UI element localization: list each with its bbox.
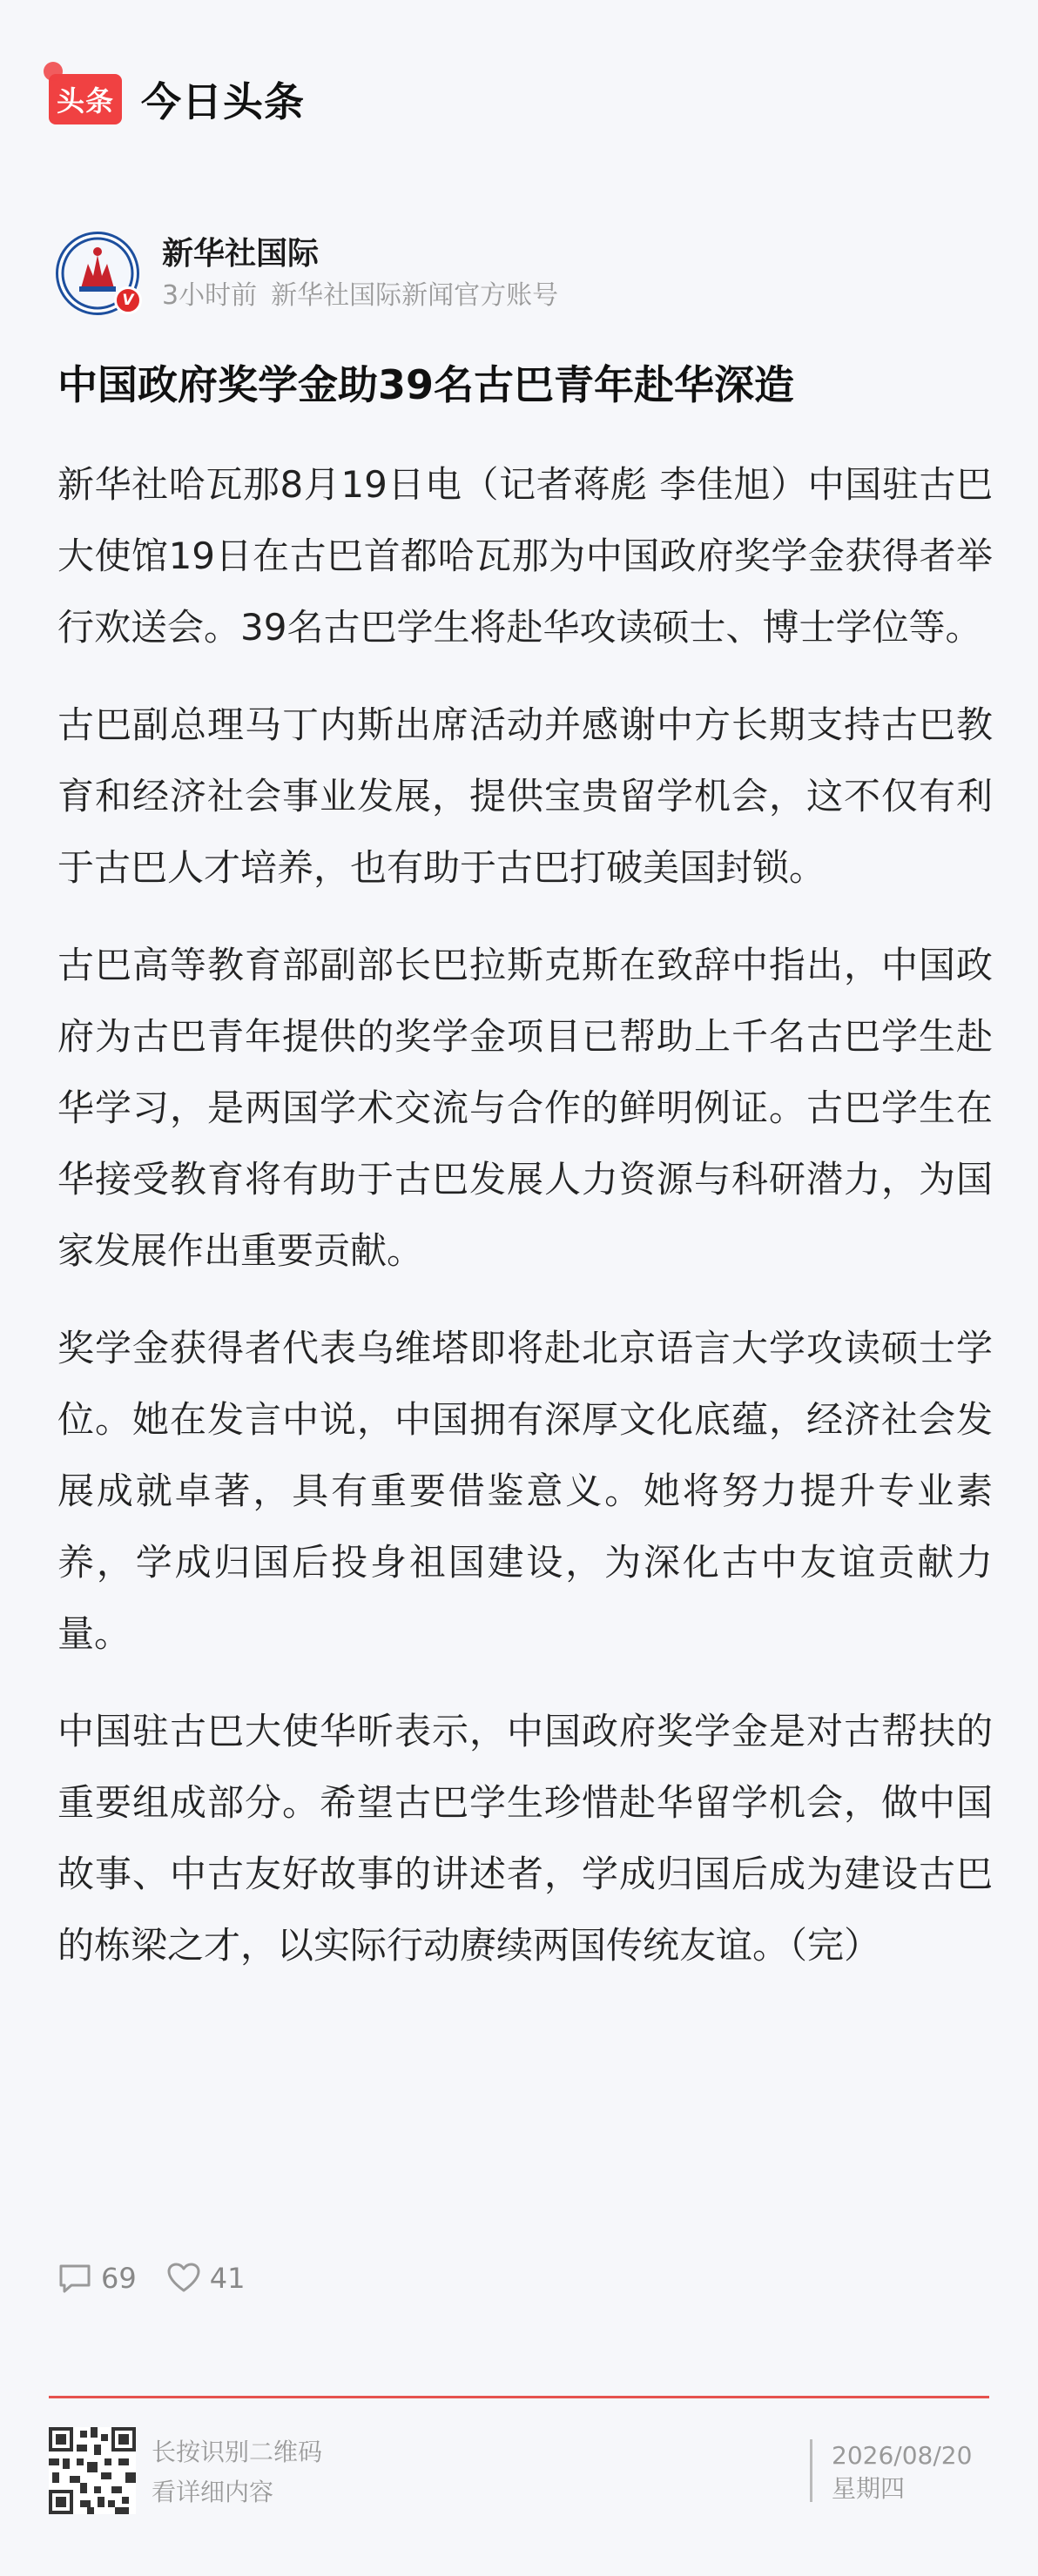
post-time: 3小时前 [162, 280, 258, 311]
qr-hint-line2: 看详细内容 [152, 2478, 274, 2506]
comment-button[interactable] [57, 2262, 137, 2295]
article-paragraph: 新华社哈瓦那8月19日电（记者蒋彪 李佳旭）中国驻古巴大使馆19日在古巴首都哈瓦那为中国政府奖学金获得者举行欢送会。39名古巴学生将赴华攻读硕士、博士学位等。 [57, 463, 993, 649]
toutiao-logo [49, 74, 122, 124]
engagement-stats [57, 2262, 274, 2295]
comment-count: 69 [101, 2262, 137, 2295]
qr-hint [152, 2432, 322, 2512]
heart-icon [166, 2263, 201, 2294]
article-title: 中国政府奖学金助39名古巴青年赴华深造 [57, 361, 795, 408]
comment-icon [57, 2263, 92, 2294]
date: 2026/08/20 [832, 2441, 973, 2470]
footer-divider [49, 2396, 989, 2398]
like-button[interactable] [166, 2262, 246, 2295]
article-paragraph: 古巴副总理马丁内斯出席活动并感谢中方长期支持古巴教育和经济社会事业发展，提供宝贵留学机会，这不仅有利于古巴人才培养，也有助于古巴打破美国封锁。 [57, 703, 993, 889]
like-count: 41 [209, 2262, 246, 2295]
author-description: 新华社国际新闻官方账号 [271, 280, 559, 311]
article-paragraph: 古巴高等教育部副部长巴拉斯克斯在致辞中指出，中国政府为古巴青年提供的奖学金项目已帮助上千名古巴学生赴华学习，是两国学术交流与合作的鲜明例证。古巴学生在华接受教育将有助于古巴发展人力资源与科研潜力，为国家发展作出重要贡献。 [57, 944, 993, 1272]
author-avatar[interactable] [56, 232, 139, 315]
qr-hint-line1: 长按识别二维码 [152, 2438, 323, 2466]
article-paragraph: 奖学金获得者代表乌维塔即将赴北京语言大学攻读硕士学位。她在发言中说，中国拥有深厚文化底蕴，经济社会发展成就卓著，具有重要借鉴意义。她将努力提升专业素养，学成归国后投身祖国建设，为深化古中友谊贡献力量。 [57, 1327, 993, 1655]
author-info [56, 232, 558, 315]
footer [49, 2427, 989, 2523]
logo-text: 头条 [56, 84, 114, 118]
qr-code-icon[interactable] [49, 2427, 136, 2514]
article-body [57, 449, 993, 2008]
article-paragraph: 中国驻古巴大使华昕表示，中国政府奖学金是对古帮扶的重要组成部分。希望古巴学生珍惜赴华留学机会，做中国故事、中古友好故事的讲述者，学成归国后成为建设古巴的栋梁之才，以实际行动赓续两国传统友谊。（完） [57, 1710, 993, 1967]
verified-badge: V [114, 286, 142, 314]
app-header [49, 63, 305, 136]
author-meta [162, 280, 558, 312]
app-name: 今日头条 [141, 78, 305, 125]
weekday: 星期四 [832, 2474, 906, 2503]
date-block [810, 2439, 972, 2502]
author-name[interactable]: 新华社国际 [162, 236, 320, 272]
